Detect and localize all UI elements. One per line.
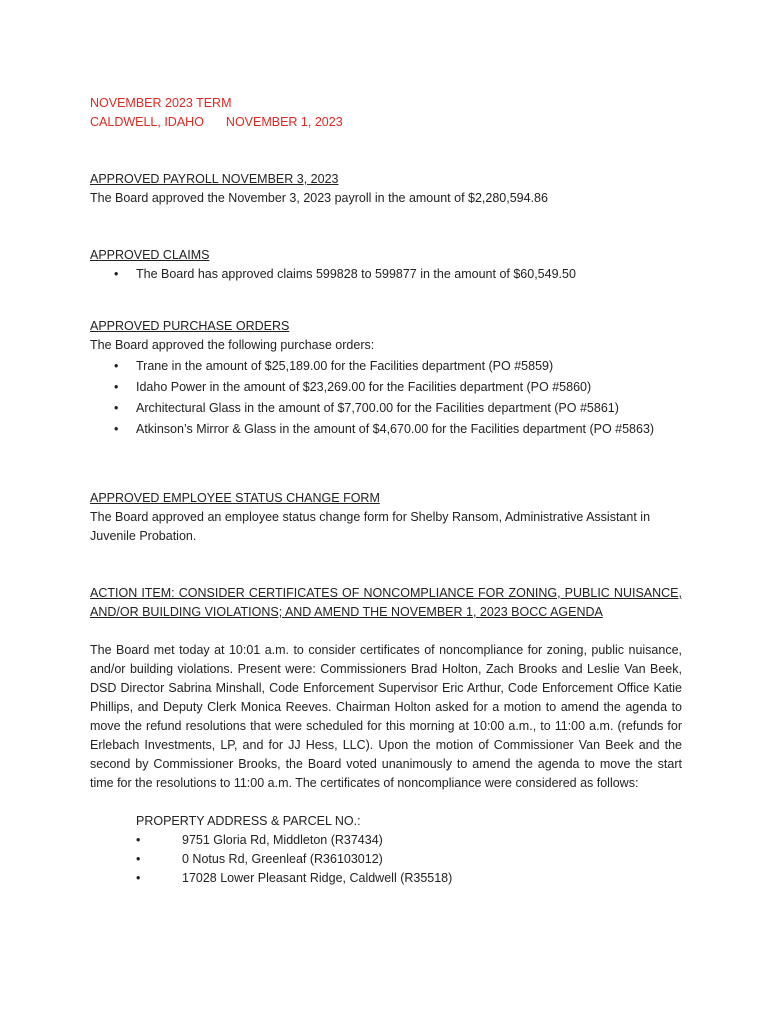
- purchase-orders-list: [90, 357, 682, 439]
- claims-heading: APPROVED CLAIMS: [90, 248, 210, 262]
- claims-section: [90, 246, 682, 284]
- property-label: PROPERTY ADDRESS & PARCEL NO.:: [136, 814, 361, 828]
- status-change-text: The Board approved an employee status change form for Shelby Ransom, Administrative Assistant in Juvenile Probation.: [90, 510, 651, 543]
- purchase-orders-heading: APPROVED PURCHASE ORDERS: [90, 319, 290, 333]
- claims-list: [90, 265, 682, 284]
- status-change-heading: APPROVED EMPLOYEE STATUS CHANGE FORM: [90, 491, 380, 505]
- meeting-date: NOVEMBER 1, 2023: [225, 115, 343, 129]
- list-item: • 0 Notus Rd, Greenleaf (R36103012): [136, 850, 682, 869]
- location: CALDWELL, IDAHO: [90, 115, 204, 129]
- action-item-section: [90, 584, 682, 888]
- payroll-heading: APPROVED PAYROLL NOVEMBER 3, 2023: [90, 172, 339, 186]
- list-item: • Architectural Glass in the amount of $7,700.00 for the Facilities department (PO #5861): [90, 399, 682, 418]
- list-item: • 9751 Gloria Rd, Middleton (R37434): [136, 831, 682, 850]
- status-change-section: [90, 489, 682, 546]
- property-list: [90, 831, 682, 888]
- payroll-text: The Board approved the November 3, 2023 payroll in the amount of $2,280,594.86: [90, 191, 548, 205]
- list-item: • The Board has approved claims 599828 to 599877 in the amount of $60,549.50: [90, 265, 682, 284]
- header: [90, 94, 682, 132]
- purchase-orders-intro: The Board approved the following purchase orders:: [90, 338, 375, 352]
- location-date-line: [90, 113, 682, 132]
- list-item: • 17028 Lower Pleasant Ridge, Caldwell (R35518): [136, 869, 682, 888]
- action-item-heading: ACTION ITEM: CONSIDER CERTIFICATES OF NONCOMPLIANCE FOR ZONING, PUBLIC NUISANCE, AND/OR BUILDING VIOLATIONS; AND AMEND THE NOVEMBER 1, 2023 BOCC AGENDA: [90, 586, 682, 619]
- list-item: • Atkinson’s Mirror & Glass in the amount of $4,670.00 for the Facilities department (PO #5863): [90, 420, 682, 439]
- term-title: NOVEMBER 2023 TERM: [90, 96, 232, 110]
- document-page: [90, 94, 682, 888]
- payroll-section: [90, 170, 682, 208]
- purchase-orders-section: [90, 317, 682, 439]
- action-item-paragraph: The Board met today at 10:01 a.m. to consider certificates of noncompliance for zoning, public nuisance, and/or building violations. Present were: Commissioners Brad Holton, Zach Brooks and Leslie Van Beek, DSD Director Sabrina Minshall, Code Enforcement Supervisor Eric Arthur, Code Enforcement Office Katie Phillips, and Deputy Clerk Monica Reeves. Chairman Holton asked for a motion to amend the agenda to move the refund resolutions that were scheduled for this morning at 10:00 a.m., to 11:00 a.m. (refunds for Erlebach Investments, LP, and for JJ Hess, LLC). Upon the motion of Commissioner Van Beek and the second by Commissioner Brooks, the Board voted unanimously to amend the agenda to move the start time for the resolutions to 11:00 a.m. The certificates of noncompliance were considered as follows:: [90, 643, 682, 790]
- list-item: • Idaho Power in the amount of $23,269.00 for the Facilities department (PO #5860): [90, 378, 682, 397]
- list-item: • Trane in the amount of $25,189.00 for the Facilities department (PO #5859): [90, 357, 682, 376]
